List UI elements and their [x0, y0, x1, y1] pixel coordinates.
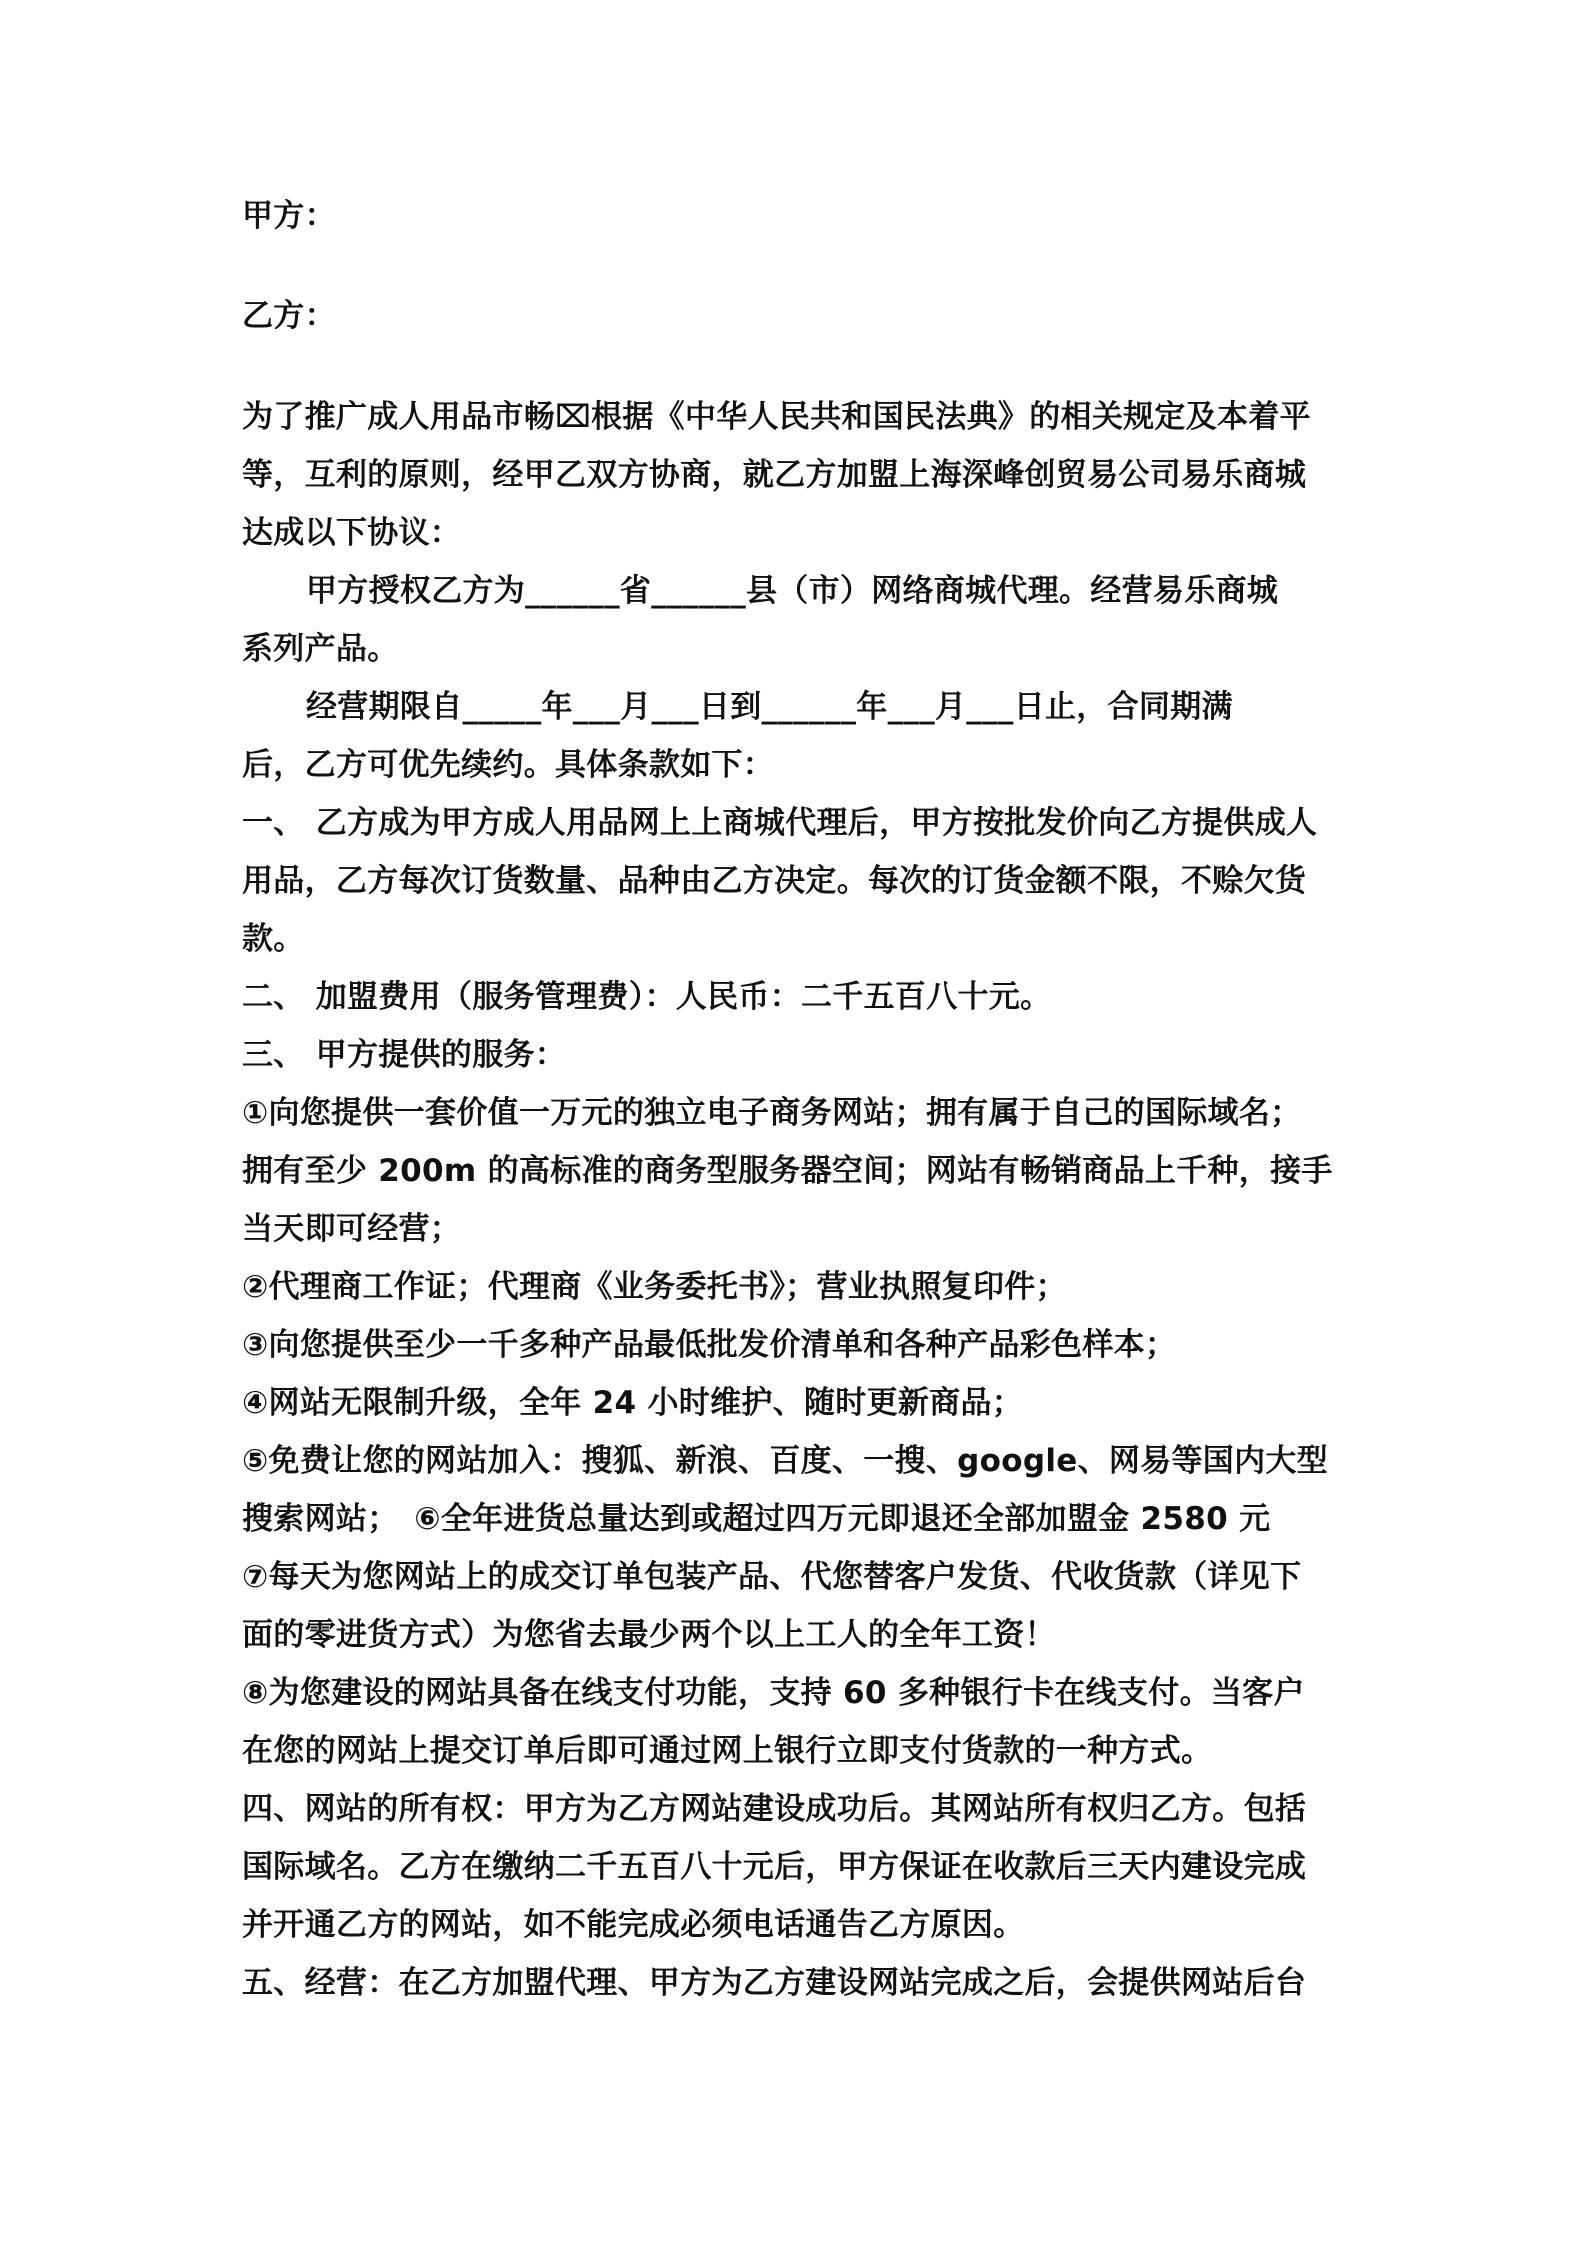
clause-four: 四、网站的所有权：甲方为乙方网站建设成功后。其网站所有权归乙方。包括: [242, 1791, 1307, 1827]
authorization-line: 甲方授权乙方为______省______县（市）网络商城代理。经营易乐商城: [306, 573, 1279, 609]
service-item: ③向您提供至少一千多种产品最低批发价清单和各种产品彩色样本；: [242, 1327, 1177, 1363]
service-item: ⑦每天为您网站上的成交订单包装产品、代您替客户发货、代收货款（详见下: [242, 1559, 1302, 1595]
service-item: 搜索网站； ⑥全年进货总量达到或超过四万元即退还全部加盟金 2580 元: [242, 1501, 1271, 1537]
service-item: ④网站无限制升级，全年 24 小时维护、随时更新商品；: [242, 1385, 1024, 1421]
service-item: ⑤免费让您的网站加入：搜狐、新浪、百度、一搜、google、网易等国内大型: [242, 1443, 1328, 1479]
clause-one: 款。: [242, 921, 305, 957]
clause-four: 并开通乙方的网站，如不能完成必须电话通告乙方原因。: [242, 1907, 1025, 1943]
service-item: 面的零进货方式）为您省去最少两个以上工人的全年工资！: [242, 1617, 1056, 1653]
term-line: 经营期限自_____年___月___日到______年___月___日止，合同期满: [306, 689, 1233, 725]
clause-three: 三、 甲方提供的服务：: [242, 1037, 567, 1073]
service-item: 拥有至少 200m 的高标准的商务型服务器空间；网站有畅销商品上千种，接手: [242, 1153, 1333, 1189]
intro-line: 等，互利的原则，经甲乙双方协商，就乙方加盟上海深峰创贸易公司易乐商城: [242, 457, 1307, 493]
authorization-line: 系列产品。: [242, 631, 399, 667]
party-a-label: 甲方：: [242, 198, 336, 234]
intro-line: 为了推广成人用品市畅⌧根据《中华人民共和国民法典》的相关规定及本着平: [242, 399, 1311, 435]
clause-one: 用品，乙方每次订货数量、品种由乙方决定。每次的订货金额不限，不赊欠货: [242, 863, 1307, 899]
clause-five: 五、经营：在乙方加盟代理、甲方为乙方建设网站完成之后，会提供网站后台: [242, 1965, 1307, 2001]
clause-two: 二、 加盟费用（服务管理费）：人民币：二千五百八十元。: [242, 979, 1052, 1015]
service-item: 在您的网站上提交订单后即可通过网上银行立即支付货款的一种方式。: [242, 1733, 1213, 1769]
clause-four: 国际域名。乙方在缴纳二千五百八十元后，甲方保证在收款后三天内建设完成: [242, 1849, 1307, 1885]
service-item: ⑧为您建设的网站具备在线支付功能，支持 60 多种银行卡在线支付。当客户: [242, 1675, 1305, 1711]
party-b-label: 乙方：: [242, 298, 336, 334]
clause-one: 一、 乙方成为甲方成人用品网上上商城代理后，甲方按批发价向乙方提供成人: [242, 805, 1318, 841]
service-item: ①向您提供一套价值一万元的独立电子商务网站；拥有属于自己的国际域名；: [242, 1095, 1302, 1131]
service-item: ②代理商工作证；代理商《业务委托书》；营业执照复印件；: [242, 1269, 1067, 1305]
term-line: 后，乙方可优先续约。具体条款如下：: [242, 747, 775, 783]
intro-line: 达成以下协议：: [242, 515, 462, 551]
service-item: 当天即可经营；: [242, 1211, 462, 1247]
